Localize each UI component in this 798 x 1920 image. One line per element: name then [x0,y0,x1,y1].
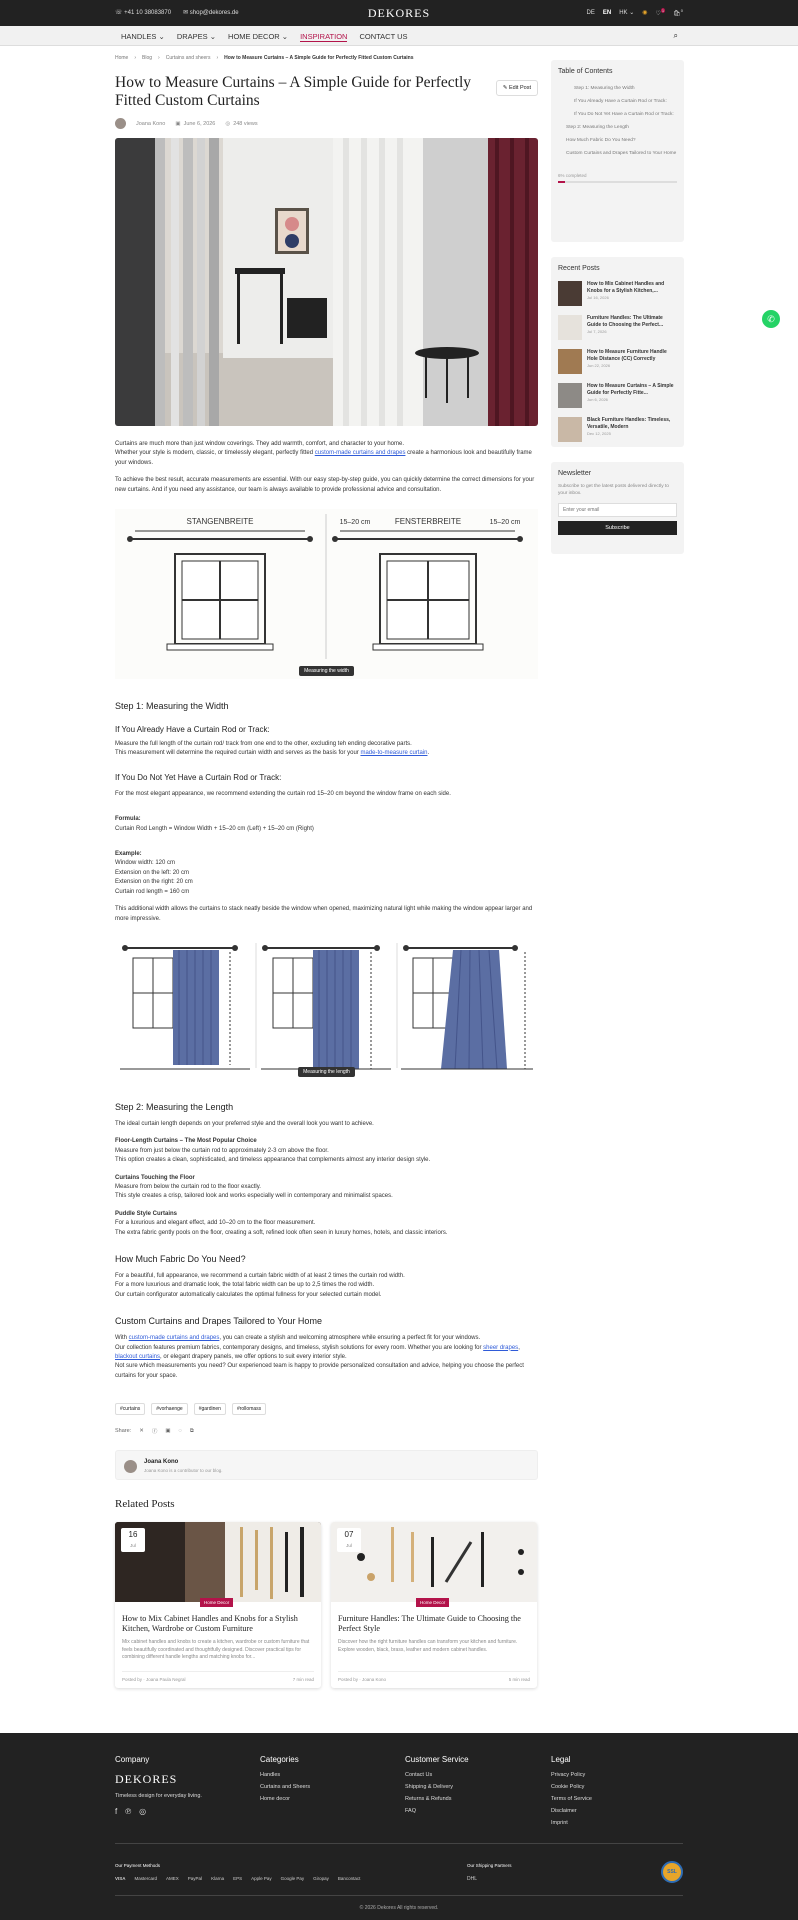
read-time: 5 min read [508,1677,530,1683]
payment-methods [115,1876,360,1881]
toc-item[interactable]: If You Do Not Yet Have a Curtain Rod or Track: [574,112,674,117]
lang-de[interactable]: DE [586,9,595,16]
newsletter-title: Newsletter [558,470,592,477]
phone-link[interactable]: ☏ +41 10 38083870 [115,10,172,16]
puddle-block: Puddle Style Curtains For a luxurious and elegant effect, add 10–20 cm to the floor measurement. The extra fabric gently pools on the floor, creating a soft, refined look often seen in luxury homes, hotels, and classic interiors. [115,1210,448,1236]
paypal-icon: PayPal [187,1876,203,1881]
footer-link[interactable]: Curtains and Sheers [260,1784,311,1790]
custom-made-link[interactable]: custom-made curtains and drapes [128,1335,220,1342]
recent-posts-box [551,257,684,447]
footer-categories-heading: Categories [260,1755,299,1764]
author-name[interactable]: Joana Kono [136,120,166,127]
crumb-blog[interactable]: Blog [142,55,153,61]
svg-text:FENSTERBREITE: FENSTERBREITE [394,517,462,527]
x-share-icon[interactable]: ✕ [139,1428,144,1435]
touching-floor-block: Curtains Touching the Floor Measure from below the curtain rod to the floor exactly. This style creates a crisp, tailored look and works especially well in contemporary and minimalist spaces. [115,1174,393,1200]
nav-drapes[interactable]: DRAPES ⌄ [176,32,217,41]
bancontact-icon: Bancontact [337,1876,361,1881]
dhl-icon: DHL [467,1876,478,1882]
footer-link[interactable]: Disclaimer [551,1808,577,1814]
klarna-icon: Klarna [211,1876,225,1881]
eps-icon: EPS [233,1876,243,1881]
footer-link[interactable]: Home decor [260,1796,290,1802]
tag[interactable]: #rollomass [232,1403,266,1415]
related-posts-title: Related Posts [115,1498,175,1511]
view-count: 248 views [233,120,258,127]
rod-paragraph: Measure the full length of the curtain rod/ track from one end to the other, excluding teh ending decorative parts. This measurement will determine the required curtain width and serves as the basis for your made-to-measure curtain. [115,741,430,757]
recent-post[interactable]: How to Measure Furniture Handle Hole Distance (CC) Correctly Jun 22, 2026 [558,349,677,374]
mastercard-icon: Mastercard [134,1876,158,1881]
user-icon[interactable]: ◉ [642,10,648,16]
nav-inspiration[interactable]: INSPIRATION [300,32,348,41]
caption-width: Measuring the width [299,666,354,676]
footer-link[interactable]: Contact Us [405,1772,433,1778]
payment-heading: Our Payment Methods [115,1863,161,1868]
linkedin-share-icon[interactable]: ▣ [165,1428,171,1435]
date-badge: 16 Jul [121,1528,145,1552]
lang-en[interactable]: EN [602,9,612,16]
toc-item[interactable]: Custom Curtains and Drapes Tailored to Your Home [566,151,677,156]
heading-step-1: Step 1: Measuring the Width [115,701,229,712]
search-icon[interactable]: ⌕ [673,31,678,40]
svg-text:15–20 cm: 15–20 cm [339,519,371,527]
heading-custom: Custom Curtains and Drapes Tailored to Your Home [115,1316,322,1327]
ssl-badge: SSL [661,1861,683,1883]
main-nav [0,26,798,46]
footer-link[interactable]: FAQ [405,1808,417,1814]
post-date: June 6, 2026 [183,120,216,127]
intro-paragraph: Curtains are much more than just window coverings. They add warmth, comfort, and character to your home. Whether your style is modern, classic, or timelessly elegant, perfectly fitted custom-made curtains and drapes create a harmonious look and beautifully frame your windows. [115,441,532,466]
visa-icon: VISA [115,1876,126,1881]
read-time: 7 min read [292,1677,314,1683]
progress-label: 6% completed [558,173,587,178]
recent-post[interactable]: How to Mix Cabinet Handles and Knobs for a Stylish Kitchen,... Jul 16, 2026 [558,281,677,306]
heading-no-rod: If You Do Not Yet Have a Curtain Rod or Track: [115,772,282,782]
toc-item[interactable]: If You Already Have a Curtain Rod or Track: [574,99,667,104]
crumb-home[interactable]: Home [115,55,129,61]
recent-post[interactable]: Furniture Handles: The Ultimate Guide to Choosing the Perfect... Jul 7, 2026 [558,315,677,340]
instagram-icon[interactable]: ◎ [139,1807,147,1816]
heading-rod: If You Already Have a Curtain Rod or Track: [115,725,270,735]
amex-icon: AMEX [166,1876,179,1881]
footer-link[interactable]: Shipping & Delivery [405,1784,453,1790]
toc-box [551,60,684,242]
author-box [115,1450,538,1480]
whatsapp-share-icon[interactable]: ◌ [178,1428,182,1435]
toc-item[interactable]: How Much Fabric Do You Need? [566,138,636,143]
post-meta [115,118,538,129]
facebook-share-icon[interactable]: ⓕ [151,1429,158,1436]
custom-paragraph: With custom-made curtains and drapes, you can create a stylish and welcoming atmosphere while ensuring a perfect fit for your windows. Our collection features premium fabrics, contemporary designs, and timeless, stylish solutions for every room. Whether you are looking for sheer drapes, blackout curtains, or elegant drapery panels, we offer options to suit every interior style. Not sure which measurements you need? Our experienced team is happy to provide personalized consultation and advice, helping you choose the perfect curtains for your space. [115,1335,524,1379]
card-image [331,1522,537,1602]
cart-icon[interactable]: 🛍︎$^0$ [673,8,683,17]
calendar-icon: ▣ [175,120,181,127]
sidebar [551,60,684,554]
giropay-icon: Giropay [313,1876,329,1881]
intro-paragraph-2: To achieve the best result, accurate measurements are essential. With our easy step-by-step guide, you can quickly determine the correct dimensions for your new curtains. And if you need any assistance, our team is always available to provide professional advice and consultation. [115,477,535,493]
nav-handles[interactable]: HANDLES ⌄ [121,32,165,41]
tag-list [115,1403,538,1415]
toc-item[interactable]: Step 1: Measuring the Width [574,86,635,91]
share-bar: Share: ✕ ⓕ ▣ ◌ ⧉ [115,1427,194,1436]
card-author: Posted by · Joana Kono [338,1677,387,1683]
newsletter-box [551,462,684,554]
category-badge[interactable]: Home Decor [416,1598,449,1607]
apple-pay-icon: Apple Pay [251,1876,272,1881]
avatar [115,118,126,129]
sheer-drapes-link[interactable]: sheer drapes [483,1344,519,1351]
footer-link[interactable]: Handles [260,1772,281,1778]
article [115,55,538,1688]
footer [0,1733,798,1920]
footer-link[interactable]: Imprint [551,1820,568,1826]
eye-icon: ◎ [225,120,231,127]
recent-post[interactable]: How to Measure Curtains – A Simple Guide for Perfectly Fitte... Jun 6, 2026 [558,383,677,408]
facebook-icon[interactable]: f [115,1807,118,1816]
newsletter-email-input[interactable] [558,503,677,517]
edit-post-button[interactable]: ✎ Edit Post [496,80,538,96]
recent-post[interactable]: Black Furniture Handles: Timeless, Versatile, Modern Dec 12, 2025 [558,417,677,442]
footer-link[interactable]: Terms of Service [551,1796,592,1802]
page-title: How to Measure Curtains – A Simple Guide for Perfectly Fitted Custom Curtains [115,74,472,109]
author-bio: Joana Kono is a contributor to our blog. [144,1468,223,1474]
top-bar [0,0,798,26]
card-author: Posted by · Joana Paula Negral [122,1677,186,1683]
nav-contact[interactable]: CONTACT US [359,32,408,41]
subscribe-button[interactable]: Subscribe [558,521,677,535]
crumb-category[interactable]: Curtains and sheers [165,55,211,61]
floor-length-block: Floor-Length Curtains – The Most Popular Choice Measure from just below the curtain rod to approximately 2-3 cm above the floor. This option creates a clean, sophisticated, and timeless appearance that complements almost any interior design style. [115,1138,431,1164]
footer-link[interactable]: Privacy Policy [551,1772,586,1778]
fabric-paragraph: For a beautiful, full appearance, we recommend a curtain fabric width of at least 2 times the curtain rod width. For a more luxurious and dramatic look, the total fabric width can be up to 2,5 times the rod width. Our curtain configurator automatically calculates the optimal fullness for your selected curtain model. [115,1272,405,1298]
no-rod-paragraph: For the most elegant appearance, we recommend extending the curtain rod 15–20 cm beyond the window frame on each side. [115,790,451,797]
formula-block: Formula: Curtain Rod Length = Window Width + 15–20 cm (Left) + 15–20 cm (Right) [115,816,314,832]
related-posts [115,1522,538,1688]
label-rod-width: STANGENBREITE [186,517,254,527]
nav-home-decor[interactable]: HOME DECOR ⌄ [228,32,289,41]
tag[interactable]: #curtains [115,1403,145,1415]
breadcrumb: Home › Blog › Curtains and sheers › How to Measure Curtains – A Simple Guide for Perfectly Fitted Custom Curtains [115,55,414,61]
step2-paragraph: The ideal curtain length depends on your preferred style and the overall look you want to achieve. [115,1120,374,1127]
copyright: © 2026 Dekores All rights reserved. [359,1905,439,1911]
logo[interactable]: DEKORES [367,6,431,20]
svg-text:15–20 cm: 15–20 cm [489,519,521,527]
made-to-measure-link[interactable]: made-to-measure curtain [360,750,428,757]
card-excerpt: Discover how the right furniture handles can transform your kitchen and furniture. Explore wooden, black, brass, leather and modern cabinet handles. [338,1639,518,1653]
reading-progress [558,181,677,183]
footer-company-heading: Company [115,1755,150,1764]
tag[interactable]: #vorhaenge [151,1403,187,1415]
pinterest-icon[interactable]: ℗ [125,1807,132,1816]
avatar [124,1460,137,1473]
footer-tagline: Timeless design for everyday living. [115,1793,202,1799]
caption-length: Measuring the length [298,1067,355,1077]
footer-link[interactable]: Returns & Refunds [405,1796,452,1802]
whatsapp-chat-icon[interactable]: ✆ [762,310,780,328]
custom-curtains-link[interactable]: custom-made curtains and drapes [314,450,406,457]
card-excerpt: Mix cabinet handles and knobs to create a kitchen, wardrobe or custom furniture that feels beautifully coordinated and thoughtfully designed. Discover practical tips for combining different handle lengths and matching knobs for... [122,1639,310,1661]
footer-logo[interactable]: DEKORES [115,1772,178,1786]
footer-legal-heading: Legal [551,1755,571,1764]
card-image [115,1522,321,1602]
category-badge[interactable]: Home Decor [200,1598,233,1607]
google-pay-icon: Google Pay [280,1876,305,1881]
extra-width-paragraph: This additional width allows the curtains to stack neatly beside the window when opened, maximizing natural light while making the window appear larger and more impressive. [115,906,533,922]
currency-select[interactable]: HK ⌄ [619,10,635,16]
footer-service-heading: Customer Service [405,1755,469,1764]
heading-fabric: How Much Fabric Do You Need? [115,1253,246,1264]
recent-title: Recent Posts [558,265,600,272]
crumb-current: How to Measure Curtains – A Simple Guide for Perfectly Fitted Custom Curtains [224,55,414,61]
email-link[interactable]: ✉ shop@dekores.de [183,10,239,16]
width-diagram [115,509,538,679]
related-card[interactable] [331,1522,537,1688]
shipping-heading: Our Shipping Partners [467,1863,512,1868]
related-card[interactable] [115,1522,321,1688]
length-diagram [115,938,538,1078]
wishlist-icon[interactable]: ♡$^1$ [655,8,665,17]
date-badge: 07 Jul [337,1528,361,1552]
author-box-name[interactable]: Joana Kono [144,1459,179,1466]
blackout-link[interactable]: blackout curtains [115,1354,161,1360]
card-title[interactable]: How to Mix Cabinet Handles and Knobs for a Stylish Kitchen, Wardrobe or Custom Furniture [122,1614,298,1634]
footer-link[interactable]: Cookie Policy [551,1784,585,1790]
hero-image [115,138,538,426]
copy-link-icon[interactable]: ⧉ [189,1427,194,1434]
newsletter-text: Subscribe to get the latest posts delivered directly to your inbox. [558,484,669,496]
tag[interactable]: #gardinen [194,1403,226,1415]
toc-item[interactable]: Step 2: Measuring the Length [566,125,629,130]
example-block: Example: Window width: 120 cm Extension on the left: 20 cm Extension on the right: 20 cm Curtain rod length = 160 cm [115,851,193,895]
card-title[interactable]: Furniture Handles: The Ultimate Guide to Choosing the Perfect Style [338,1614,521,1634]
heading-step-2: Step 2: Measuring the Length [115,1101,234,1112]
toc-title: Table of Contents [558,68,613,75]
